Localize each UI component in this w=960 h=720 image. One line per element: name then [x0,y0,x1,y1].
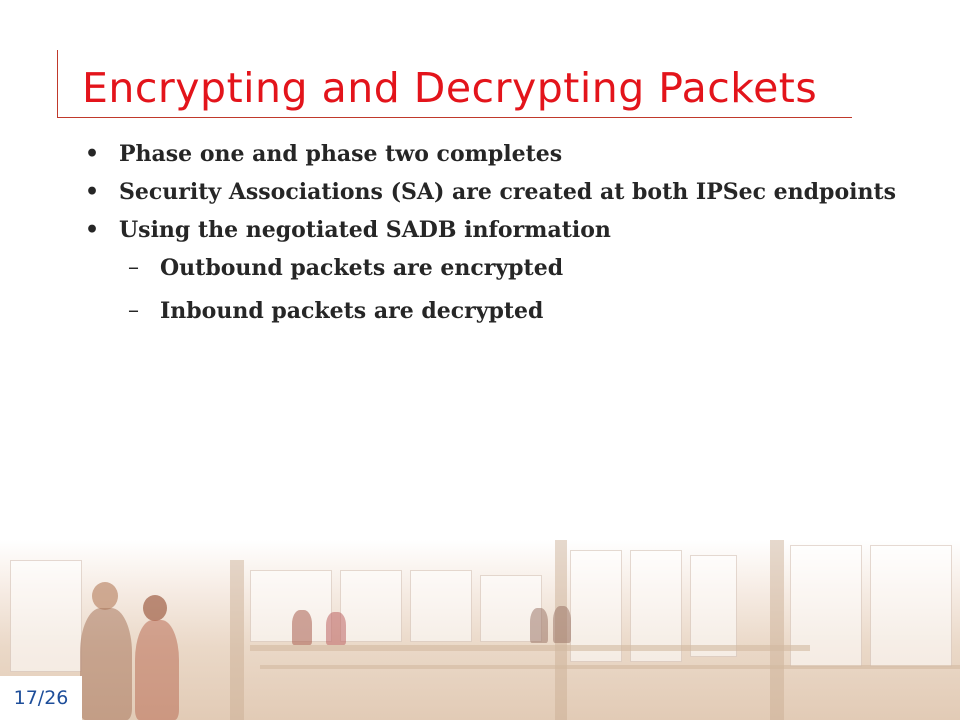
sub-bullet-text: Inbound packets are decrypted [160,298,544,324]
person-head [92,582,118,610]
bullet-item [85,178,905,206]
pillar [770,540,784,720]
person [553,606,571,643]
window-pane [870,545,952,667]
window-pane [690,555,737,657]
person [80,608,132,720]
window-pane [250,570,332,642]
window-pane [340,570,402,642]
page-number: 17/26 [0,676,82,720]
bullet-dot-icon: • [85,141,100,167]
bullet-item [85,140,905,168]
window-pane [410,570,472,642]
bullet-text: Using the negotiated SADB information [119,217,611,243]
pillar [230,560,244,720]
bullet-text: Security Associations (SA) are created at both IPSec endpoints [119,179,897,205]
bullet-dot-icon: • [85,217,100,243]
background-photo [0,540,960,720]
person [326,612,346,645]
bullet-item [85,216,905,244]
window-pane [10,560,82,672]
balcony-rail [250,645,810,651]
slide-title: Encrypting and Decrypting Packets [82,64,818,112]
person [530,608,548,643]
sub-bullet-item [85,254,905,282]
person [292,610,312,645]
bullet-text: Phase one and phase two completes [119,141,563,167]
person-head [143,595,167,621]
title-vertical-rule [57,50,58,118]
balcony-rail [260,665,960,669]
dash-icon: – [128,255,139,280]
sub-bullet-text: Outbound packets are encrypted [160,255,564,281]
dash-icon: – [128,298,139,323]
title-horizontal-rule [57,117,852,118]
bullet-dot-icon: • [85,179,100,205]
sub-bullet-item [85,297,905,325]
slide-body [85,140,905,340]
person [135,620,179,720]
